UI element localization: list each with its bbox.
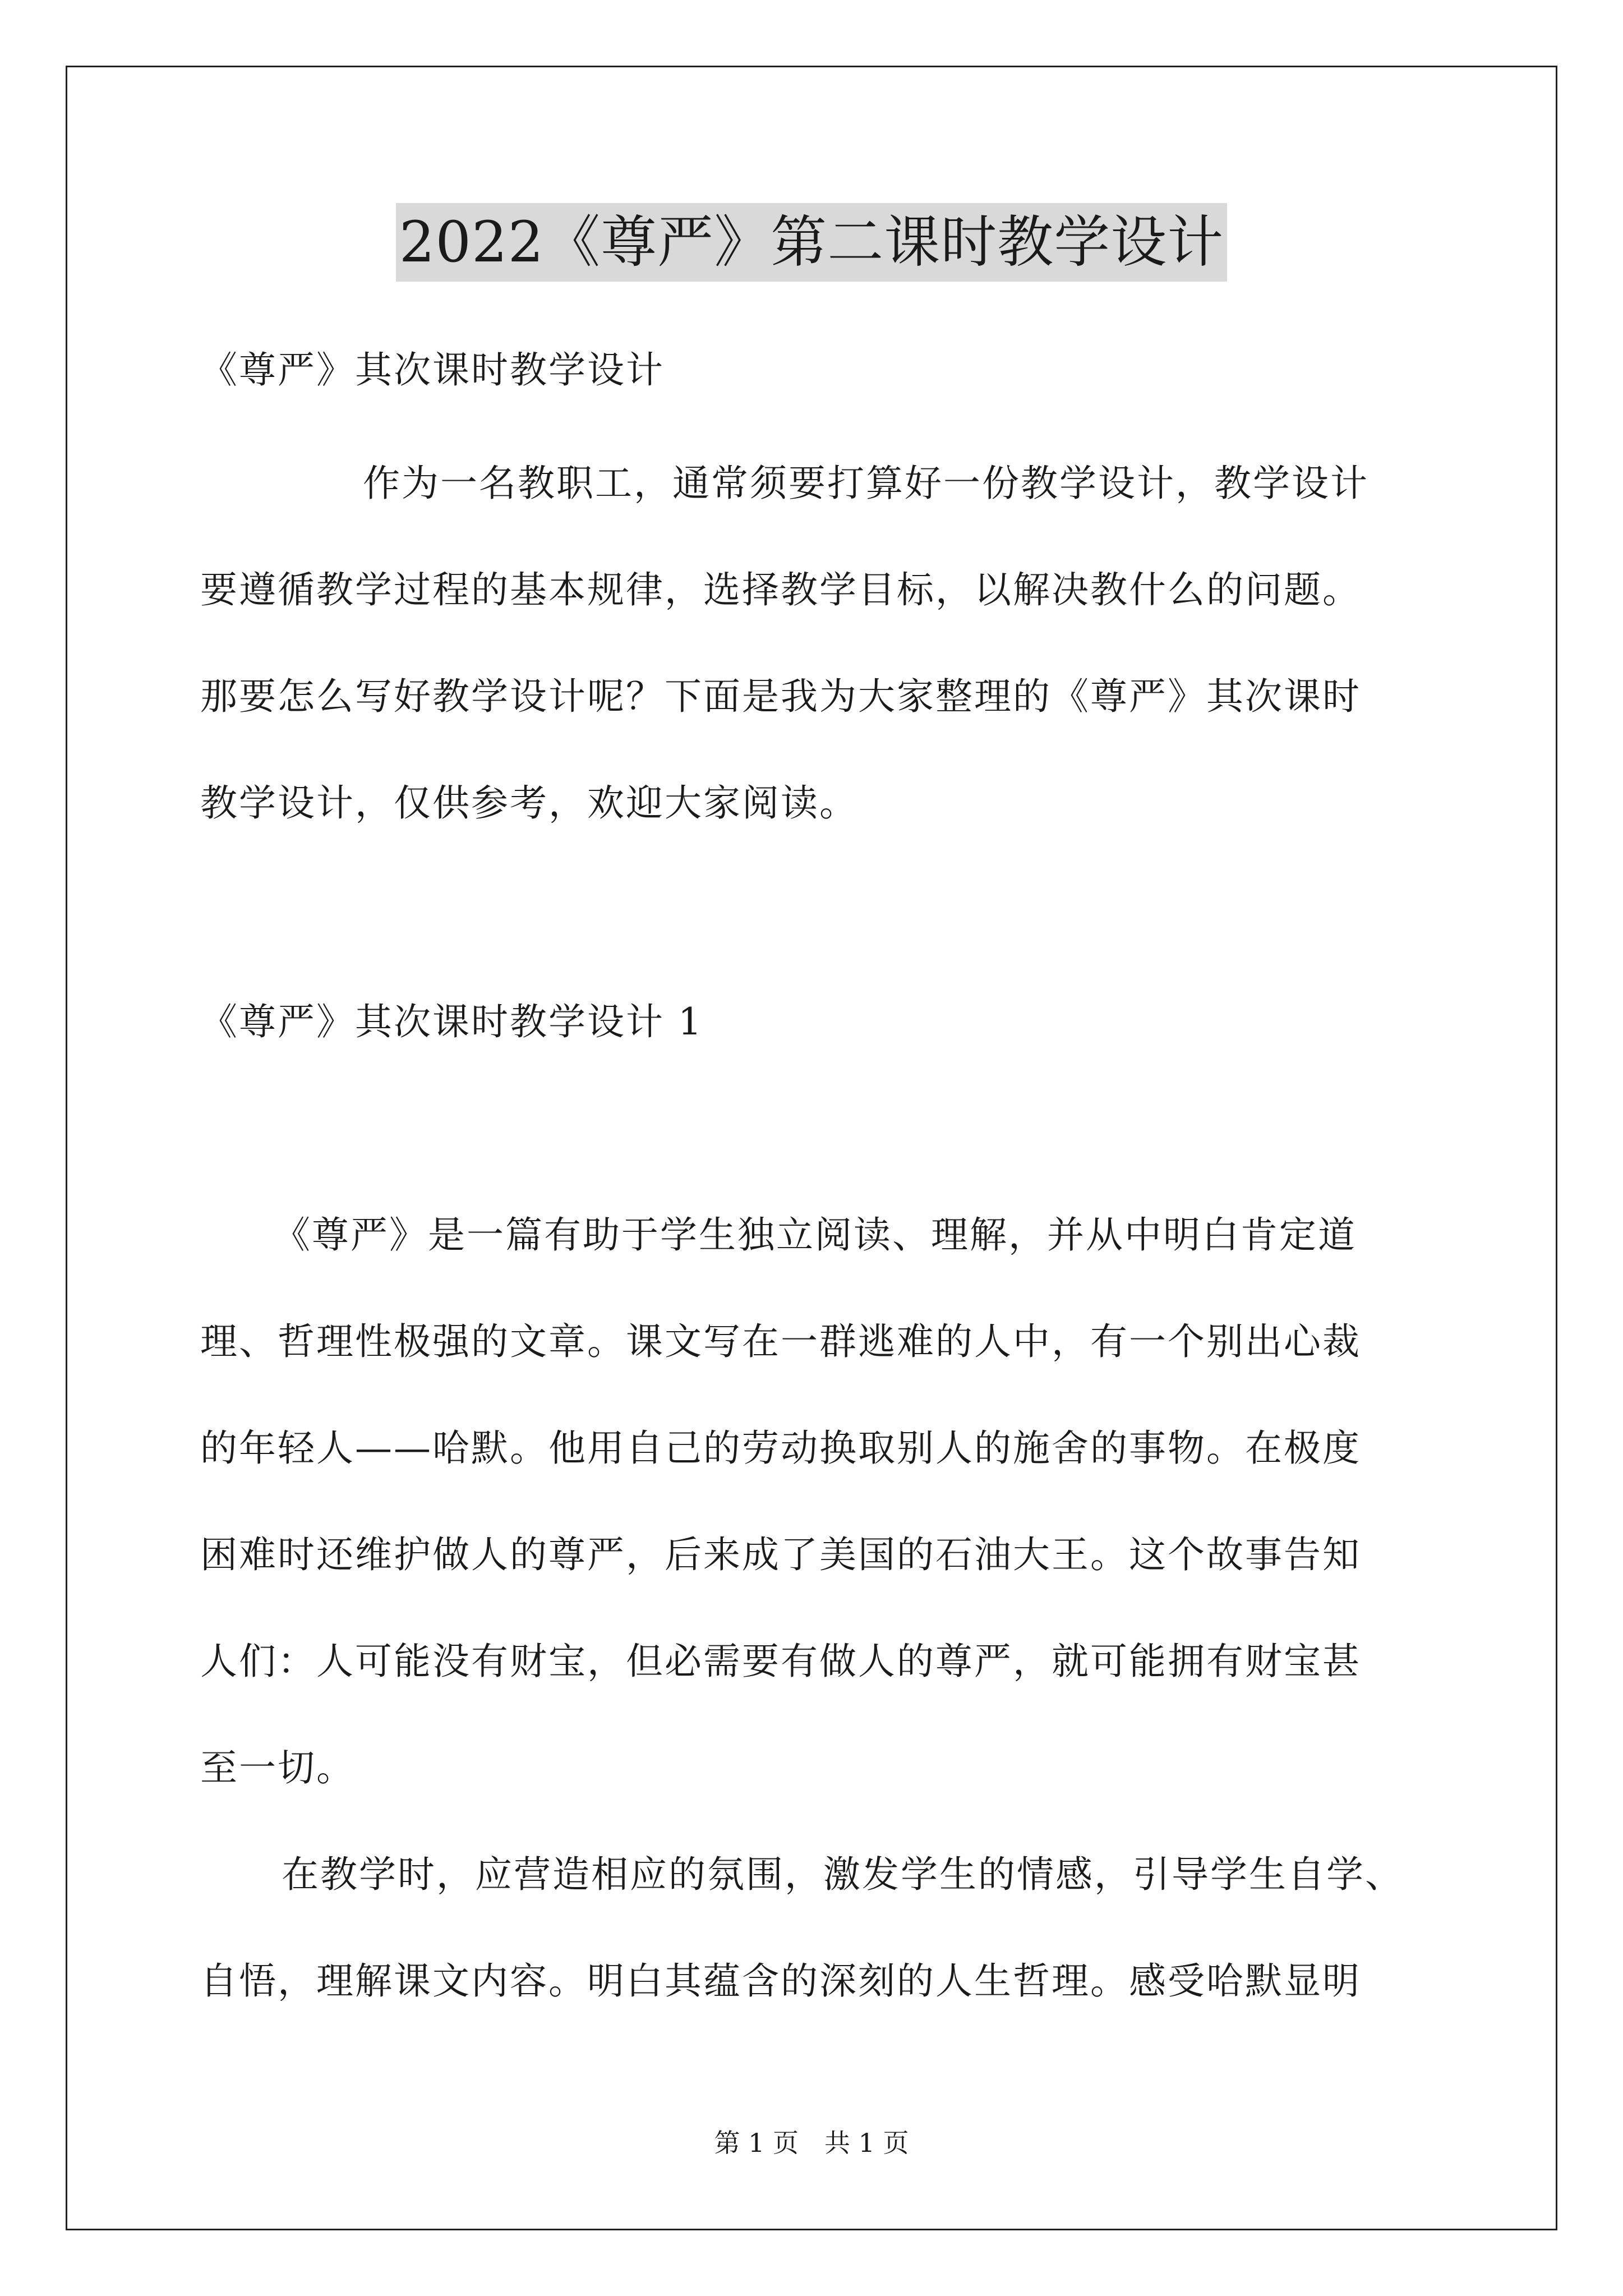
body-paragraph-line: 在教学时，应营造相应的氛围，激发学生的情感，引导学生自学、 bbox=[282, 1853, 1404, 1896]
body-paragraph-line: 理、哲理性极强的文章。课文写在一群逃难的人中，有一个别出心裁 bbox=[200, 1320, 1361, 1363]
body-paragraph-line: 的年轻人——哈默。他用自己的劳动换取别人的施舍的事物。在极度 bbox=[200, 1427, 1361, 1470]
body-paragraph-line: 《尊严》是一篇有助于学生独立阅读、理解，并从中明白肯定道 bbox=[273, 1213, 1357, 1257]
document-subtitle: 《尊严》其次课时教学设计 bbox=[200, 348, 665, 392]
intro-paragraph-line: 教学设计，仅供参考，欢迎大家阅读。 bbox=[200, 781, 858, 825]
title-container bbox=[0, 203, 1623, 282]
body-paragraph-line: 人们：人可能没有财宝，但必需要有做人的尊严，就可能拥有财宝甚 bbox=[200, 1640, 1361, 1683]
page-footer: 第 1 页 共 1 页 bbox=[714, 2128, 909, 2158]
body-paragraph-line: 至一切。 bbox=[200, 1746, 355, 1789]
intro-paragraph-line: 要遵循教学过程的基本规律，选择教学目标，以解决教什么的问题。 bbox=[200, 568, 1361, 611]
body-paragraph-line: 自悟，理解课文内容。明白其蕴含的深刻的人生哲理。感受哈默显明 bbox=[200, 1959, 1361, 2003]
intro-paragraph-line: 作为一名教职工，通常须要打算好一份教学设计，教学设计 bbox=[363, 462, 1369, 505]
intro-paragraph-line: 那要怎么写好教学设计呢？下面是我为大家整理的《尊严》其次课时 bbox=[200, 675, 1361, 718]
section-heading: 《尊严》其次课时教学设计 1 bbox=[200, 1000, 703, 1043]
document-title: 2022《尊严》第二课时教学设计 bbox=[396, 203, 1228, 282]
body-paragraph-line: 困难时还维护做人的尊严，后来成了美国的石油大王。这个故事告知 bbox=[200, 1533, 1361, 1576]
